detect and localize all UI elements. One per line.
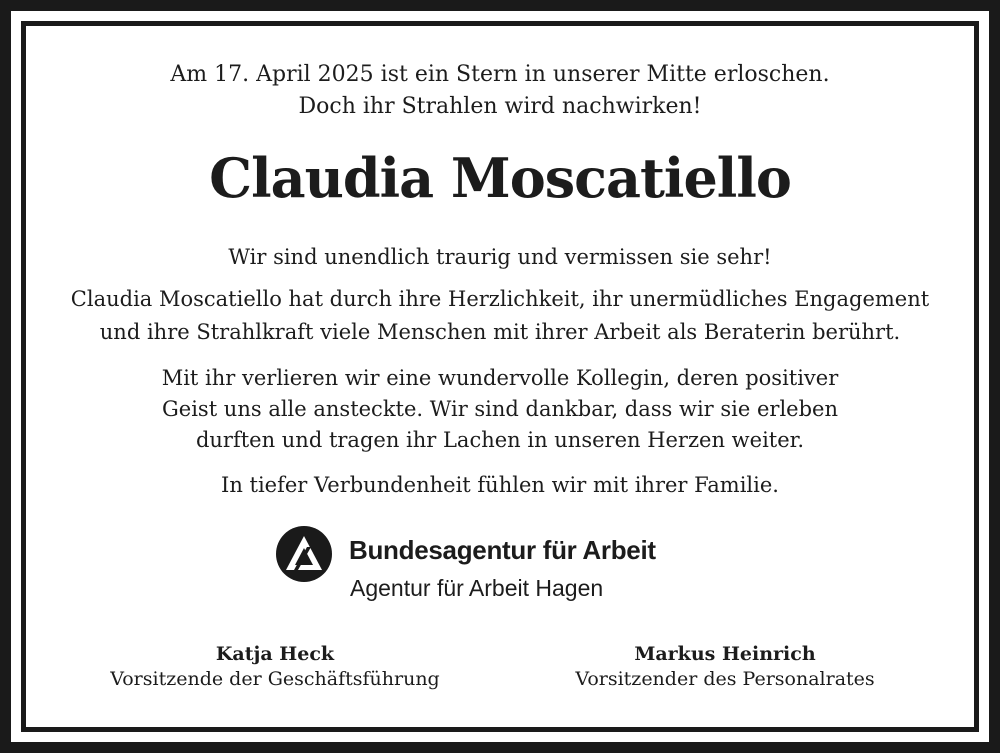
- paragraph-2-line-1: Claudia Moscatiello hat durch ihre Herzlichkeit, ihr unermüdliches Engagement: [70, 287, 930, 311]
- bundesagentur-logo-icon: [276, 526, 332, 582]
- paragraph-3-line-2: Geist uns alle ansteckte. Wir sind dankbar, dass wir sie erleben: [162, 397, 838, 421]
- paragraph-2-line-2: und ihre Strahlkraft viele Menschen mit ihrer Arbeit als Beraterin berührt.: [99, 320, 901, 344]
- paragraph-4: In tiefer Verbundenheit fühlen wir mit ihrer Familie.: [221, 473, 779, 497]
- organization-subname: Agentur für Arbeit Hagen: [350, 575, 604, 601]
- signatory-1-name: Katja Heck: [215, 643, 335, 665]
- intro-line-1: Am 17. April 2025 ist ein Stern in unserer Mitte erloschen.: [170, 62, 830, 87]
- signatory-1-role: Vorsitzende der Geschäftsführung: [110, 668, 440, 690]
- signatory-1: [85, 643, 465, 690]
- paragraph-1: Wir sind unendlich traurig und vermissen sie sehr!: [228, 245, 772, 269]
- signatory-2-role: Vorsitzender des Personalrates: [575, 668, 875, 690]
- signatory-2: [535, 643, 915, 690]
- signatory-2-name: Markus Heinrich: [634, 643, 816, 665]
- intro-line-2: Doch ihr Strahlen wird nachwirken!: [298, 94, 702, 119]
- paragraph-3-line-1: Mit ihr verlieren wir eine wundervolle Kollegin, deren positiver: [161, 366, 839, 390]
- organization-name: Bundesagentur für Arbeit: [349, 535, 656, 565]
- paragraph-3-line-3: durften und tragen ihr Lachen in unseren Herzen weiter.: [195, 428, 805, 452]
- deceased-name: Claudia Moscatiello: [209, 146, 791, 210]
